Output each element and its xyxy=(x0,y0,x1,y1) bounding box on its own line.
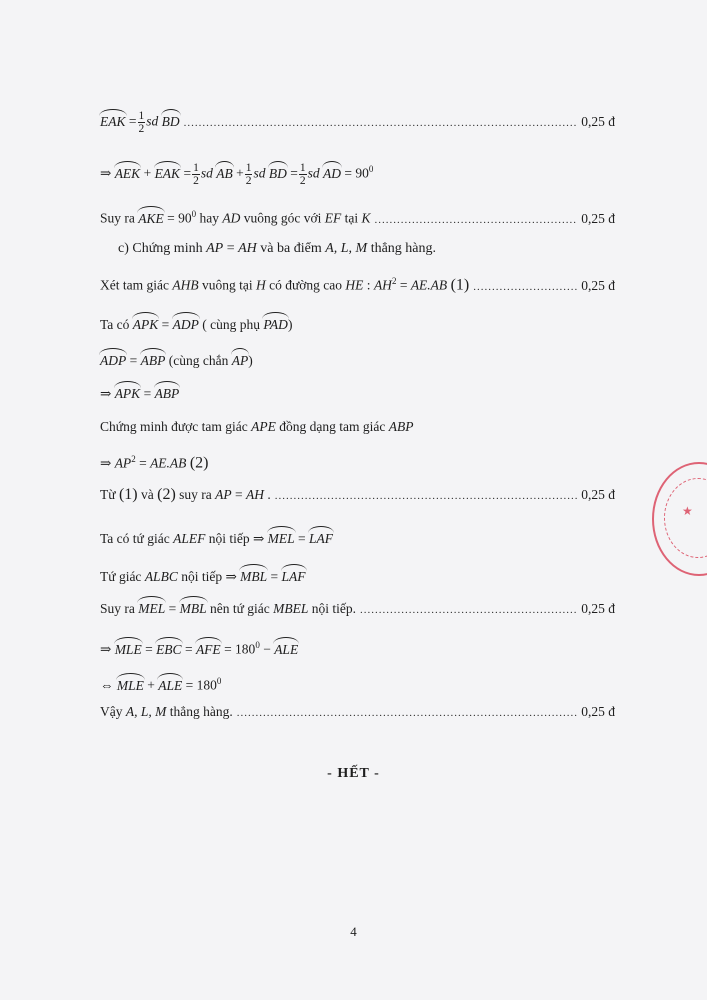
text-ap-ah: Từ (1) và (2) suy ra AP = AH . xyxy=(100,486,271,503)
text-mle: ⇒ MLE = EBC = AFE = $180^0$ − ALE xyxy=(100,640,299,657)
leader-dots xyxy=(184,114,578,132)
text-mle-ale: ⇔ MLE + ALE = $180^0$ xyxy=(100,676,222,693)
score: 0,25 đ xyxy=(581,277,615,293)
leader-dots xyxy=(275,487,577,505)
text-ahb: Xét tam giác AHB vuông tại H có đường cao HE : $AH^2 = AE.AB$ (1) xyxy=(100,276,470,294)
line-mle-ale xyxy=(100,672,615,695)
line-mbel xyxy=(100,600,615,619)
text-ap2: ⇒ $AP^2 = AE.AB$ (2) xyxy=(100,454,209,472)
formula-sum: ⇒ AEK + EAK = $\frac{1}{2}$ sd AB + $\frac{1}{2}$ sd BD = $\frac{1}{2}$ sd AD = $90^0$ xyxy=(100,161,374,187)
text-apk-abp: ⇒ APK = ABP xyxy=(100,386,180,401)
leader-dots xyxy=(237,704,578,722)
line-conclusion xyxy=(100,703,615,722)
line-ap-ah xyxy=(100,486,615,505)
line-part-c xyxy=(118,240,633,258)
text-adp: ADP = ABP (cùng chắn AP) xyxy=(100,353,253,368)
red-seal-stamp xyxy=(652,462,707,576)
line-ap2 xyxy=(100,450,615,473)
line-similar xyxy=(100,418,615,436)
line-mle xyxy=(100,636,615,659)
leader-dots xyxy=(473,278,577,296)
part-c-heading: c) Chứng minh AP = AH và ba điểm A, L, M thẳng hàng. xyxy=(118,241,437,256)
line-ahb xyxy=(100,272,615,296)
line-apk xyxy=(100,316,615,334)
text-apk: Ta có APK = ADP ( cùng phụ PAD) xyxy=(100,317,293,332)
line-eak xyxy=(100,110,615,135)
text-conclusion: Vậy A, L, M thẳng hàng. xyxy=(100,704,233,719)
text-similar: Chứng minh được tam giác APE đồng dạng tam giác ABP xyxy=(100,419,414,434)
line-apk-abp xyxy=(100,385,615,403)
line-alef xyxy=(100,530,615,548)
score: 0,25 đ xyxy=(581,487,615,502)
star-icon: ★ xyxy=(682,504,693,518)
score: 0,25 đ xyxy=(581,210,615,226)
score: 0,25 đ xyxy=(581,704,615,719)
text-albc: Tứ giác ALBC nội tiếp ⇒ MBL = LAF xyxy=(100,569,306,584)
text-alef: Ta có tứ giác ALEF nội tiếp ⇒ MEL = LAF xyxy=(100,531,334,546)
line-adp xyxy=(100,352,615,370)
line-ake xyxy=(100,205,615,229)
text-ake: Suy ra AKE = $90^0$ hay AD vuông góc với EF tại K xyxy=(100,209,371,226)
end-marker: - HẾT - xyxy=(327,766,380,781)
score: 0,25 đ xyxy=(581,601,615,616)
leader-dots xyxy=(375,211,578,229)
score: 0,25 đ xyxy=(581,113,615,129)
text-mbel: Suy ra MEL = MBL nên tứ giác MBEL nội tiếp. xyxy=(100,601,357,616)
leader-dots xyxy=(360,601,577,619)
line-sum-angles xyxy=(100,160,615,187)
line-albc xyxy=(100,568,615,586)
page-number: 4 xyxy=(350,924,357,939)
formula-eak: EAK = $\frac{1}{2}$ sd BD xyxy=(100,110,180,135)
